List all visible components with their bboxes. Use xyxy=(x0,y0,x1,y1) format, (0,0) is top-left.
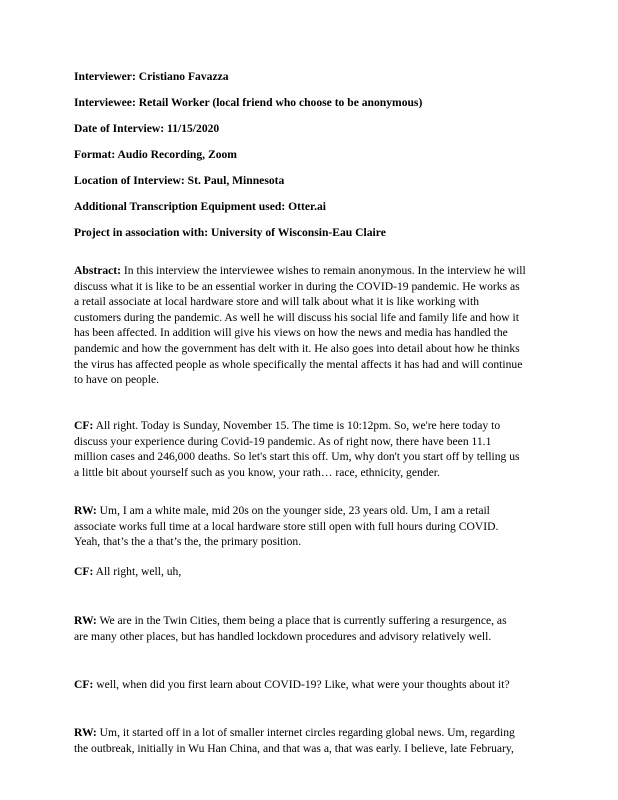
turn-line: Yeah, that’s the a that’s the, the primary position. xyxy=(74,535,302,549)
abstract-line: a retail associate at local hardware store and will talk about what it is like working with xyxy=(74,295,480,309)
turn-line: RW: Um, it started off in a lot of smaller internet circles regarding global news. Um, regarding xyxy=(74,726,515,739)
project-line: Project in association with: University of Wisconsin-Eau Claire xyxy=(74,226,386,239)
abstract-line: to have on people. xyxy=(74,373,159,387)
format-line: Format: Audio Recording, Zoom xyxy=(74,148,237,161)
transcript-turn xyxy=(74,564,554,580)
transcript-turn xyxy=(74,725,554,756)
turn-line: the outbreak, initially in Wu Han China, and that was a, that was early. I believe, late February, xyxy=(74,741,514,755)
turn-line: a little bit about yourself such as you know, your rath… race, ethnicity, gender. xyxy=(74,465,440,479)
turn-line: CF: All right. Today is Sunday, November 15. The time is 10:12pm. So, we're here today to xyxy=(74,419,501,432)
speaker-label: RW: xyxy=(74,614,97,627)
speaker-label: CF: xyxy=(74,678,94,691)
turn-line: million cases and 246,000 deaths. So let's start this off. Um, why don't you start off by telling us xyxy=(74,450,520,464)
turn-line: are many other places, but has handled lockdown procedures and advisory relatively well. xyxy=(74,629,492,643)
abstract-line: discuss what it is like to be an essential worker in during the COVID-19 pandemic. He works as xyxy=(74,279,520,293)
abstract-line: customers during the pandemic. As well he will discuss his social life and family life and how it xyxy=(74,310,519,324)
interviewer-line: Interviewer: Cristiano Favazza xyxy=(74,70,229,83)
abstract-line: the virus has affected people as whole specifically the mental affects it has had and will continue xyxy=(74,357,523,371)
transcript-turn xyxy=(74,613,554,644)
speaker-label: CF: xyxy=(74,419,94,432)
abstract-label: Abstract: xyxy=(74,264,122,277)
date-line: Date of Interview: 11/15/2020 xyxy=(74,122,220,135)
location-line: Location of Interview: St. Paul, Minnesota xyxy=(74,174,285,187)
equipment-line: Additional Transcription Equipment used: Otter.ai xyxy=(74,200,326,213)
turn-line: RW: Um, I am a white male, mid 20s on the younger side, 23 years old. Um, I am a retail xyxy=(74,504,490,517)
abstract-line: has been affected. In addition will give his views on how the news and media has handled the xyxy=(74,326,508,340)
transcript-turn xyxy=(74,503,554,550)
speaker-label: RW: xyxy=(74,726,97,739)
turn-line: associate works full time at a local hardware store still open with full hours during COVID. xyxy=(74,519,499,533)
abstract-paragraph xyxy=(74,263,554,388)
turn-line: CF: well, when did you first learn about COVID-19? Like, what were your thoughts about it? xyxy=(74,678,510,691)
transcript-turn xyxy=(74,677,554,693)
speaker-label: RW: xyxy=(74,504,97,517)
abstract-line: pandemic and how the government has delt with it. He also goes into detail about how he thinks xyxy=(74,341,520,355)
turn-line: CF: All right, well, uh, xyxy=(74,565,182,578)
interviewee-line: Interviewee: Retail Worker (local friend who choose to be anonymous) xyxy=(74,96,423,109)
abstract-line: Abstract: In this interview the interviewee wishes to remain anonymous. In the interview he will xyxy=(74,264,526,277)
turn-line: RW: We are in the Twin Cities, them being a place that is currently suffering a resurgence, as xyxy=(74,614,507,627)
turn-line: discuss your experience during Covid-19 pandemic. As of right now, there have been 11.1 xyxy=(74,434,492,448)
transcript-turn xyxy=(74,418,554,480)
speaker-label: CF: xyxy=(74,565,94,578)
